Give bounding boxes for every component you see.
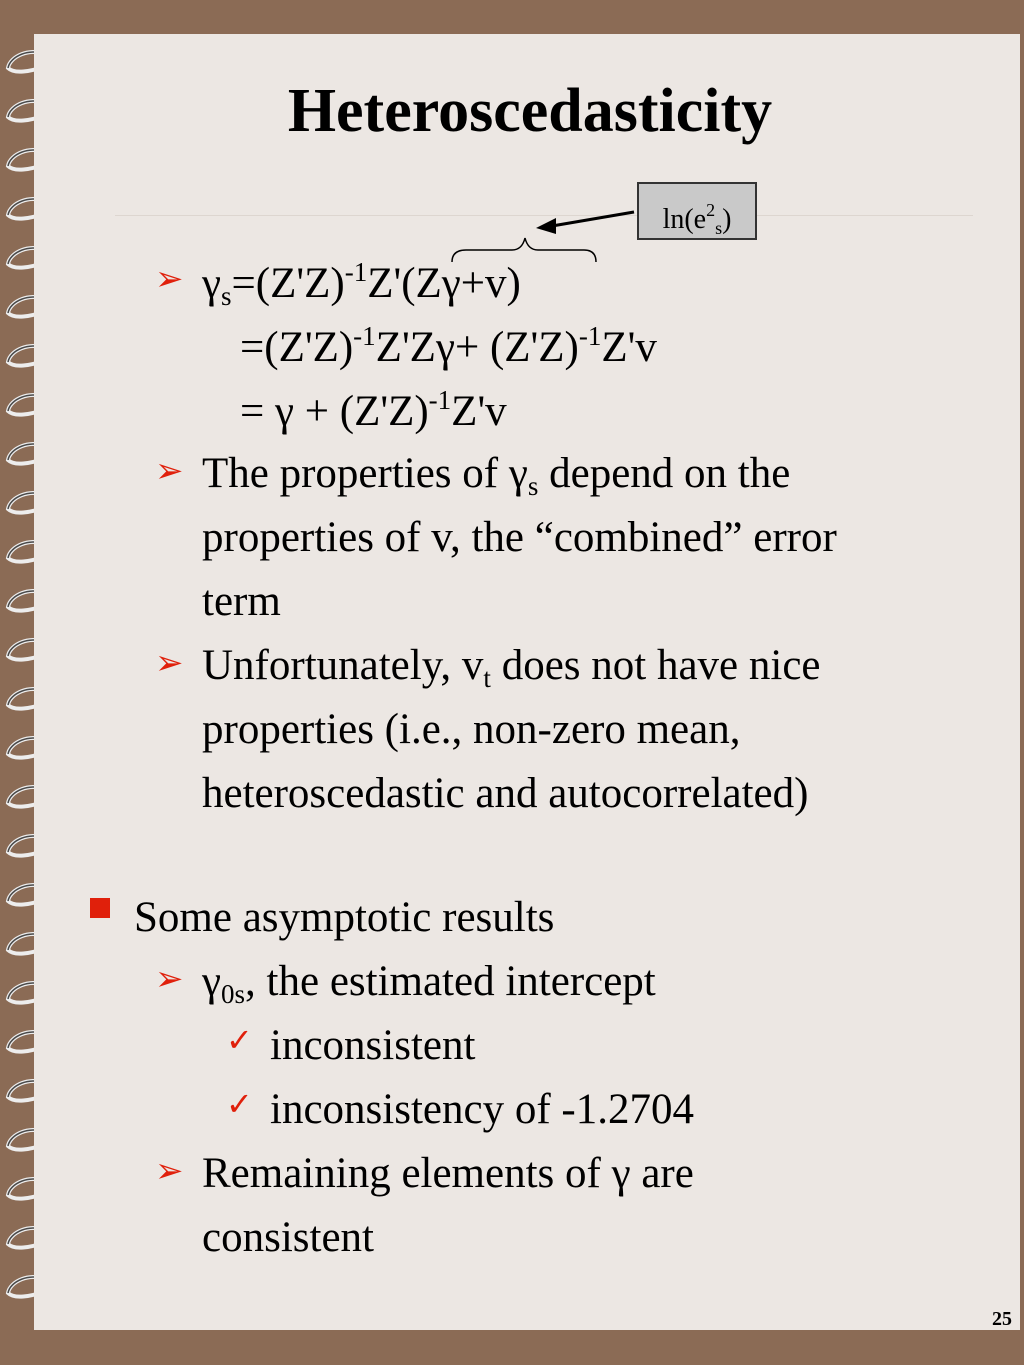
equation-part: Z'(Zγ+v) [367,260,521,307]
subscript: t [483,663,491,693]
page-title: Heteroscedasticity [287,77,773,145]
callout-pointer [0,0,1024,300]
bullet-line [202,450,791,501]
bullet-line [202,958,656,1009]
arrow-bullet-icon: ➢ [155,959,184,999]
callout-text: ln(e [662,204,707,235]
subscript: 0s [221,979,246,1009]
text: Unfortunately, v [202,642,484,689]
square-bullet-icon [90,898,110,918]
equation-part: =(Z'Z) [231,260,345,307]
subscript: s [221,281,232,311]
callout-close: ) [722,204,732,235]
equation-line-3 [240,385,507,435]
check-item: inconsistency of -1.2704 [270,1086,694,1133]
equation-line-2 [240,321,657,371]
section-heading: Some asymptotic results [134,894,555,941]
bullet-line: properties of v, the “combined” error [202,514,837,561]
equation-part: Z'Zγ+ (Z'Z) [375,324,579,371]
gamma-symbol: γ [202,958,222,1005]
equation-part: Z'v [601,324,657,371]
bullet-line: properties (i.e., non-zero mean, [202,706,741,753]
exponent: -1 [353,321,376,351]
equation-part: = γ + (Z'Z) [240,388,429,435]
check-item: inconsistent [270,1022,476,1069]
callout-box [637,182,757,240]
exponent: -1 [578,321,602,351]
bullet-line [202,642,821,693]
bullet-line: consistent [202,1214,374,1261]
equation-part: Z'v [451,388,507,435]
arrow-line [552,212,634,226]
exponent: -1 [428,385,452,415]
subscript: s [527,471,539,501]
bullet-line: Remaining elements of γ are [202,1150,694,1197]
overbrace [452,238,596,262]
arrow-bullet-icon: ➢ [155,1151,184,1191]
arrowhead [536,218,556,234]
equation-line-1 [202,257,521,311]
bullet-line: heteroscedastic and autocorrelated) [202,770,809,817]
arrow-bullet-icon: ➢ [155,451,184,491]
bullet-line: term [202,578,281,625]
arrow-bullet-icon: ➢ [155,259,184,299]
arrow-bullet-icon: ➢ [155,643,184,683]
text: depend on the [538,450,791,497]
page-number: 25 [992,1308,1012,1330]
text: , the estimated intercept [245,958,656,1005]
callout-exponent: 2 [706,200,716,220]
gamma-symbol: γ [202,260,222,307]
text: does not have nice [490,642,821,689]
equation-part: =(Z'Z) [240,324,354,371]
checkmark-icon: ✓ [226,1021,253,1059]
checkmark-icon: ✓ [226,1085,253,1123]
callout-subscript: s [715,218,723,238]
exponent: -1 [344,257,368,287]
text: The properties of γ [202,450,528,497]
